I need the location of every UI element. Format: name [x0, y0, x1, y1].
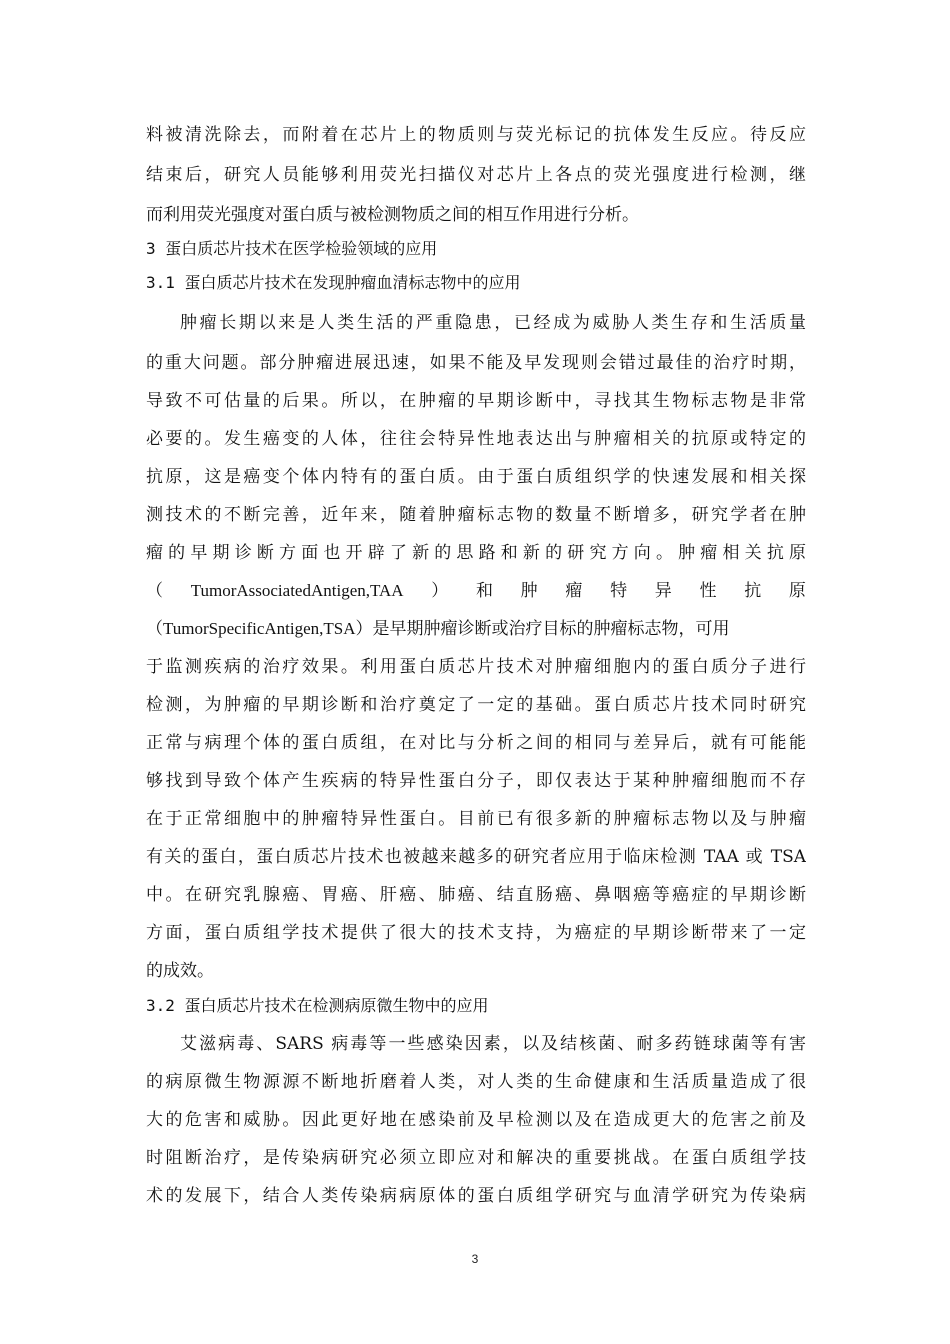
text-token: 异: [654, 581, 672, 601]
text-line: 的重大问题。部分肿瘤进展迅速，如果不能及早发现则会错过最佳的治疗时期，: [146, 353, 806, 373]
spaced-term-line: [146, 581, 806, 601]
text-line: 方面，蛋白质组学技术提供了很大的技术支持，为癌症的早期诊断带来了一定: [146, 923, 806, 943]
text-line: 测技术的不断完善，近年来，随着肿瘤标志物的数量不断增多，研究学者在肿: [146, 505, 806, 525]
text-line: 在于正常细胞中的肿瘤特异性蛋白。目前已有很多新的肿瘤标志物以及与肿瘤: [146, 809, 806, 829]
text-token: 特: [610, 581, 628, 601]
text-line: 时阻断治疗，是传染病研究必须立即应对和解决的重要挑战。在蛋白质组学技: [146, 1148, 806, 1168]
text-line: 的病原微生物源源不断地折磨着人类，对人类的生命健康和生活质量造成了很: [146, 1072, 806, 1092]
text-token: 抗: [744, 581, 762, 601]
text-token: 性: [699, 581, 717, 601]
page-number: 3: [471, 1252, 479, 1266]
section-heading: 3 蛋白质芯片技术在医学检验领域的应用: [146, 239, 438, 258]
text-line: 导致不可估量的后果。所以，在肿瘤的早期诊断中，寻找其生物标志物是非常: [146, 391, 806, 411]
text-line: [146, 619, 806, 639]
text-token: 肿: [520, 581, 538, 601]
text-line: 正常与病理个体的蛋白质组，在对比与分析之间的相同与差异后，就有可能能: [146, 733, 806, 753]
taa-term: TumorAssociatedAntigen,TAA: [190, 581, 404, 600]
subsection-heading: 3.1 蛋白质芯片技术在发现肿瘤血清标志物中的应用: [146, 273, 521, 292]
text-line: 瘤的早期诊断方面也开辟了新的思路和新的研究方向。肿瘤相关抗原: [146, 543, 806, 563]
text-line: 抗原，这是癌变个体内特有的蛋白质。由于蛋白质组织学的快速发展和相关探: [146, 467, 806, 487]
text-span: 是早期肿瘤诊断或治疗目标的肿瘤标志物，可用: [372, 619, 730, 639]
text-line: 艾滋病毒、SARS 病毒等一些感染因素，以及结核菌、耐多药链球菌等有害: [180, 1034, 806, 1054]
text-line: 结束后，研究人员能够利用荧光扫描仪对芯片上各点的荧光强度进行检测，继: [146, 165, 806, 185]
text-line: 肿瘤长期以来是人类生活的严重隐患，已经成为威胁人类生存和生活质量: [180, 313, 806, 333]
text-token: 和: [475, 581, 493, 601]
text-token: ）: [431, 581, 449, 601]
text-line: 够找到导致个体产生疾病的特异性蛋白分子，即仅表达于某种肿瘤细胞而不存: [146, 771, 806, 791]
text-line: 的成效。: [146, 961, 214, 981]
text-line: 必要的。发生癌变的人体，往往会特异性地表达出与肿瘤相关的抗原或特定的: [146, 429, 806, 449]
text-line: 料被清洗除去，而附着在芯片上的物质则与荧光标记的抗体发生反应。待反应: [146, 125, 806, 145]
text-line: 大的危害和威胁。因此更好地在感染前及早检测以及在造成更大的危害之前及: [146, 1110, 806, 1130]
text-line: 于监测疾病的治疗效果。利用蛋白质芯片技术对肿瘤细胞内的蛋白质分子进行: [146, 657, 806, 677]
text-line: 中。在研究乳腺癌、胃癌、肝癌、肺癌、结直肠癌、鼻咽癌等癌症的早期诊断: [146, 885, 806, 905]
tsa-term: （TumorSpecificAntigen,TSA）: [146, 619, 373, 638]
text-line: 而利用荧光强度对蛋白质与被检测物质之间的相互作用进行分析。: [146, 205, 639, 225]
subsection-heading: 3.2 蛋白质芯片技术在检测病原微生物中的应用: [146, 996, 489, 1015]
text-token: 瘤: [565, 581, 583, 601]
text-line: 术的发展下，结合人类传染病病原体的蛋白质组学研究与血清学研究为传染病: [146, 1186, 806, 1206]
text-line: 有关的蛋白，蛋白质芯片技术也被越来越多的研究者应用于临床检测 TAA 或 TSA: [146, 847, 806, 867]
text-line: 检测，为肿瘤的早期诊断和治疗奠定了一定的基础。蛋白质芯片技术同时研究: [146, 695, 806, 715]
text-token: （: [146, 581, 163, 601]
text-token: 原: [788, 581, 806, 601]
